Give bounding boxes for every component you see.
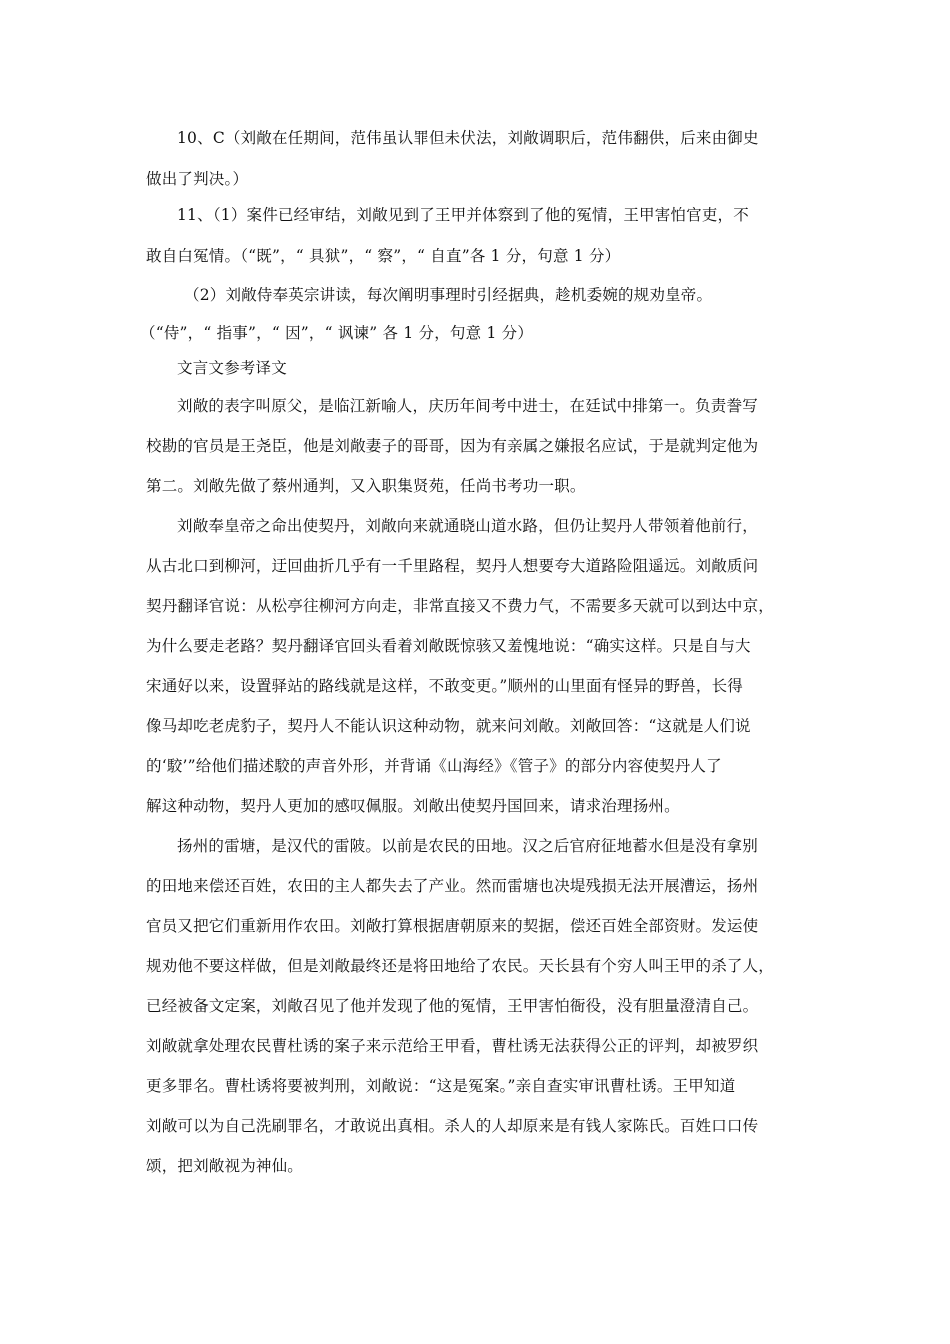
translation-p2-line: 像马却吃老虎豹子，契丹人不能认识这种动物，就来问刘敞。刘敞回答：“这就是人们说 — [146, 717, 751, 735]
answer-10-line-2: 做出了判决。） — [146, 170, 249, 188]
translation-p3-line: 刘敞可以为自己洗刷罪名，才敢说出真相。杀人的人却原来是有钱人家陈氏。百姓口口传 — [146, 1117, 759, 1135]
translation-p1-line: 校勘的官员是王尧臣，他是刘敞妻子的哥哥，因为有亲属之嫌报名应试，于是就判定他为 — [146, 437, 759, 455]
translation-p2-line: 从古北口到柳河，迂回曲折几乎有一千里路程，契丹人想要夸大道路险阻遥远。刘敞质问 — [146, 557, 759, 575]
translation-p3-line: 颂，把刘敞视为神仙。 — [146, 1157, 304, 1175]
translation-p3-line: 扬州的雷塘，是汉代的雷陂。以前是农民的田地。汉之后官府征地蓄水但是没有拿别 — [177, 837, 758, 855]
answer-11-2-line-1: （2）刘敞侍奉英宗讲读，每次阐明事理时引经据典，趁机委婉的规劝皇帝。 — [184, 286, 713, 304]
translation-p2-line: 刘敞奉皇帝之命出使契丹，刘敞向来就通晓山道水路，但仍让契丹人带领着他前行， — [177, 517, 758, 535]
translation-p3-line: 官员又把它们重新用作农田。刘敞打算根据唐朝原来的契据，偿还百姓全部资财。发运使 — [146, 917, 759, 935]
translation-p1-line: 刘敞的表字叫原父，是临江新喻人，庆历年间考中进士，在廷试中排第一。负责誊写 — [177, 397, 758, 415]
translation-p2-line: 契丹翻译官说：从松亭往柳河方向走，非常直接又不费力气，不需要多天就可以到达中京， — [146, 597, 775, 615]
translation-p1-line: 第二。刘敞先做了蔡州通判，又入职集贤苑，任尚书考功一职。 — [146, 477, 586, 495]
translation-p2-line: 的‘駮’”给他们描述駮的声音外形，并背诵《山海经》《管子》的部分内容使契丹人了 — [146, 757, 722, 775]
translation-p2-line: 宋通好以来，设置驿站的路线就是这样，不敢变更。”顺州的山里面有怪异的野兽，长得 — [146, 677, 743, 695]
translation-p3-line: 刘敞就拿处理农民曹杜诱的案子来示范给王甲看，曹杜诱无法获得公正的评判，却被罗织 — [146, 1037, 759, 1055]
answer-11-1-line-1: 11、（1）案件已经审结，刘敞见到了王甲并体察到了他的冤情，王甲害怕官吏，不 — [177, 206, 749, 224]
translation-p3-line: 的田地来偿还百姓，农田的主人都失去了产业。然而雷塘也决堤残损无法开展漕运，扬州 — [146, 877, 759, 895]
answer-10-line-1: 10、C（刘敞在任期间，范伟虽认罪但未伏法，刘敞调职后，范伟翻供，后来由御史 — [177, 129, 759, 147]
translation-heading: 文言文参考译文 — [177, 359, 287, 377]
translation-p2-line: 解这种动物，契丹人更加的感叹佩服。刘敞出使契丹国回来，请求治理扬州。 — [146, 797, 680, 815]
answer-11-2-line-2: （“侍”，“ 指事”，“ 因”，“ 讽谏” 各 1 分，句意 1 分） — [140, 324, 534, 342]
translation-p2-line: 为什么要走老路？契丹翻译官回头看着刘敞既惊骇又羞愧地说：“确实这样。只是自与大 — [146, 637, 751, 655]
translation-p3-line: 规劝他不要这样做，但是刘敞最终还是将田地给了农民。天长县有个穷人叫王甲的杀了人， — [146, 957, 775, 975]
translation-p3-line: 更多罪名。曹杜诱将要被判刑，刘敞说：“这是冤案。”亲自查实审讯曹杜诱。王甲知道 — [146, 1077, 736, 1095]
translation-p3-line: 已经被备文定案，刘敞召见了他并发现了他的冤情，王甲害怕衙役，没有胆量澄清自己。 — [146, 997, 759, 1015]
answer-11-1-line-2: 敢自白冤情。（“既”，“ 具狱”，“ 察”，“ 自直”各 1 分，句意 1 分） — [146, 247, 621, 265]
